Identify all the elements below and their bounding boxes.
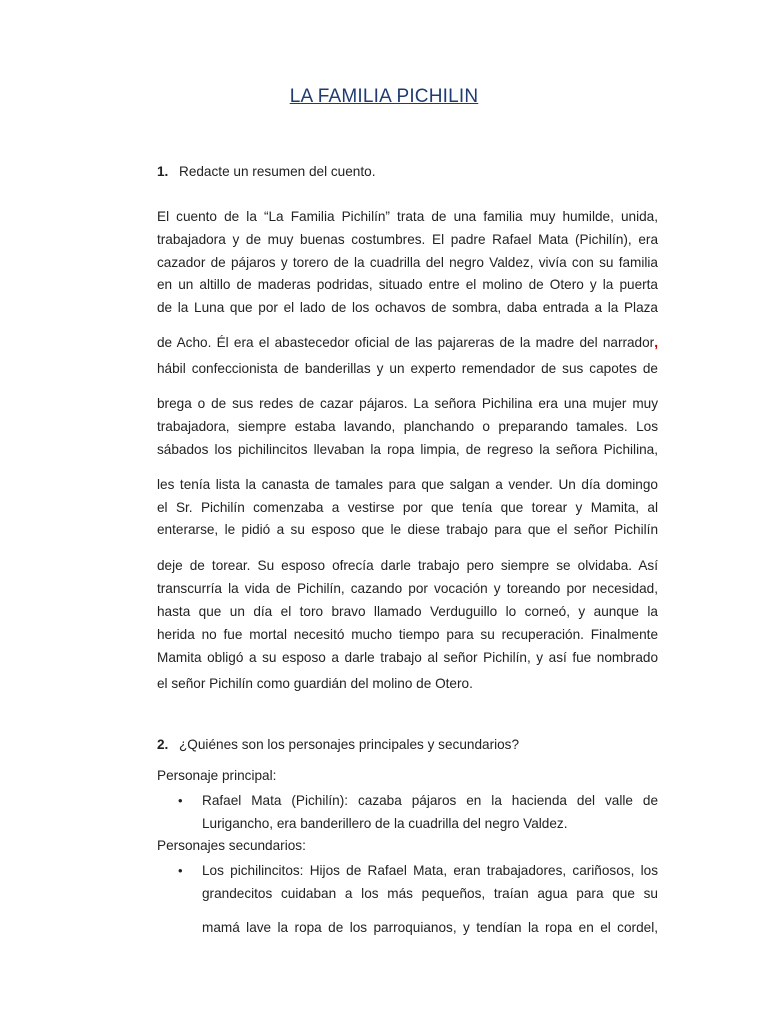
secondary-label: Personajes secundarios: bbox=[157, 838, 306, 853]
bullet-icon: • bbox=[178, 793, 183, 808]
summary-line: hasta que un día el toro bravo llamado Verduguillo lo corneó, y aunque la bbox=[157, 604, 658, 619]
summary-line: trabajadora, siempre estaba lavando, planchando o preparando tamales. Los bbox=[157, 419, 658, 434]
summary-line: transcurría la vida de Pichilín, cazando por vocación y toreando por necesidad, bbox=[157, 581, 658, 596]
summary-line: herida no fue mortal necesitó mucho tiempo para su recuperación. Finalmente bbox=[157, 627, 658, 642]
summary-line: les tenía lista la canasta de tamales para que salgan a vender. Un día domingo bbox=[157, 477, 658, 492]
question-2 bbox=[157, 737, 519, 752]
question-2-text: ¿Quiénes son los personajes principales y secundarios? bbox=[179, 737, 520, 752]
summary-line: hábil confeccionista de banderillas y un experto remendador de sus capotes de bbox=[157, 361, 658, 376]
principal-label: Personaje principal: bbox=[157, 768, 277, 783]
summary-line: Mamita obligó a su esposo a darle trabajo al señor Pichilín, y así fue nombrado bbox=[157, 650, 658, 665]
secondary-bullet-line: mamá lave la ropa de los parroquianos, y tendían la ropa en el cordel, bbox=[202, 920, 658, 935]
question-1-text: Redacte un resumen del cuento. bbox=[179, 164, 376, 179]
summary-line: trabajadora y de muy buenas costumbres. El padre Rafael Mata (Pichilín), era bbox=[157, 232, 658, 247]
summary-line: El cuento de la “La Familia Pichilín” trata de una familia muy humilde, unida, bbox=[157, 209, 658, 224]
secondary-bullet-line: Los pichilincitos: Hijos de Rafael Mata, eran trabajadores, cariñosos, los bbox=[202, 863, 658, 878]
summary-line: el Sr. Pichilín comenzaba a vestirse por que tenía que torear y Mamita, al bbox=[157, 500, 658, 515]
document-title: LA FAMILIA PICHILIN bbox=[289, 86, 479, 107]
question-1 bbox=[157, 164, 375, 179]
summary-red-comma: , bbox=[654, 335, 658, 350]
summary-line: deje de torear. Su esposo ofrecía darle trabajo pero siempre se olvidaba. Así bbox=[157, 558, 658, 573]
summary-line: el señor Pichilín como guardián del molino de Otero. bbox=[157, 676, 473, 691]
principal-bullet-line: Rafael Mata (Pichilín): cazaba pájaros en la hacienda del valle de bbox=[202, 793, 658, 808]
summary-line: cazador de pájaros y torero de la cuadrilla del negro Valdez, vivía con su familia bbox=[157, 255, 658, 270]
summary-line: en un altillo de maderas podridas, situado entre el molino de Otero y la puerta bbox=[157, 277, 658, 292]
summary-line: de Acho. Él era el abastecedor oficial de las pajareras de la madre del narrador bbox=[157, 335, 655, 350]
summary-line: de la Luna que por el lado de los ochavos de sombra, daba entrada a la Plaza bbox=[157, 300, 658, 315]
summary-line-with-comma bbox=[157, 334, 658, 352]
summary-line: enterarse, le pidió a su esposo que le diese trabajo para que el señor Pichilín bbox=[157, 522, 658, 537]
bullet-icon: • bbox=[178, 863, 183, 878]
principal-bullet-line: Lurigancho, era banderillero de la cuadrilla del negro Valdez. bbox=[202, 816, 568, 831]
question-2-number: 2. bbox=[157, 737, 169, 752]
summary-line: brega o de sus redes de cazar pájaros. La señora Pichilina era una mujer muy bbox=[157, 396, 658, 411]
secondary-bullet-line: grandecitos cuidaban a los más pequeños, traían agua para que su bbox=[202, 886, 658, 901]
summary-line: sábados los pichilincitos llevaban la ropa limpia, de regreso la señora Pichilina, bbox=[157, 442, 658, 457]
question-1-number: 1. bbox=[157, 164, 169, 179]
